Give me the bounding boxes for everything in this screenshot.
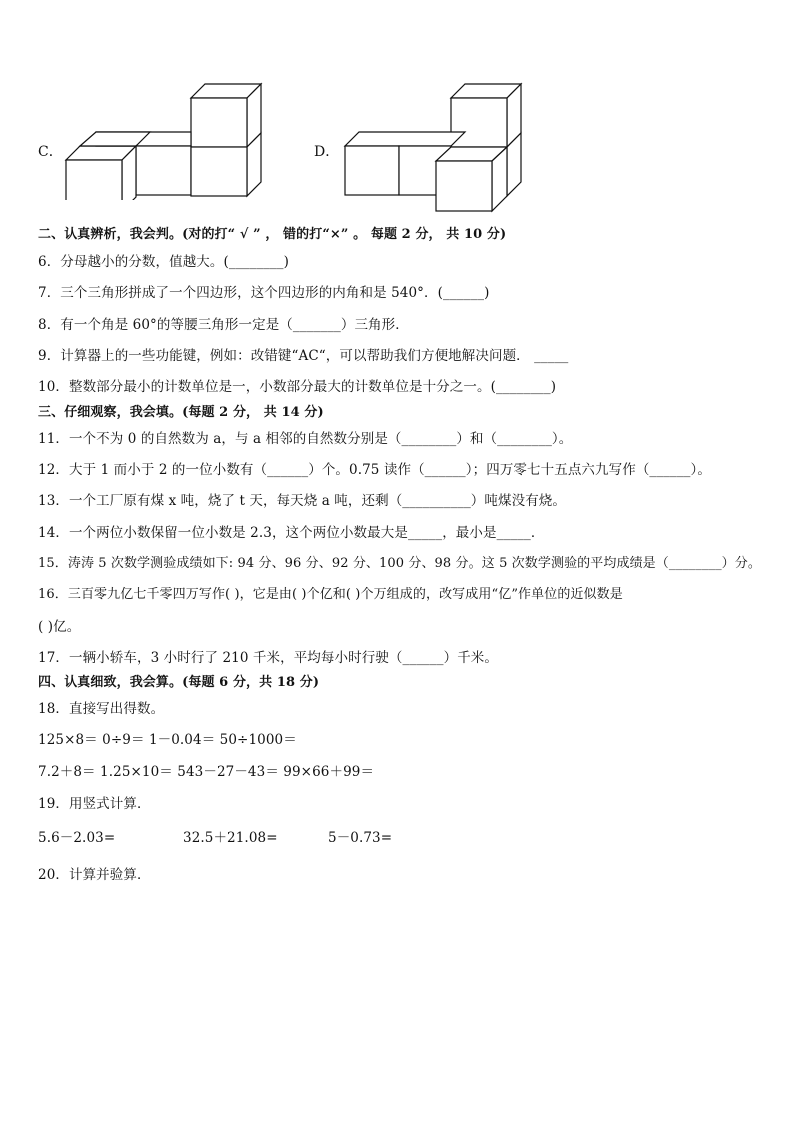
question-14: 14．一个两位小数保留一位小数是 2.3，这个两位小数最大是_____，最小是_____． xyxy=(38,525,545,541)
question-13: 13．一个工厂原有煤 x 吨，烧了 t 天，每天烧 a 吨，还剩（__________）吨煤没有烧。 xyxy=(38,493,567,509)
question-20: 20．计算并验算． xyxy=(38,867,151,883)
question-10: 10．整数部分最小的计数单位是一，小数部分最大的计数单位是十分之一。(________) xyxy=(38,379,557,395)
question-16-line-2: ( )亿。 xyxy=(38,619,81,635)
question-18-row-1: 125×8＝ 0÷9＝ 1－0.04＝ 50÷1000＝ xyxy=(38,732,297,748)
question-8: 8．有一个角是 60°的等腰三角形一定是（_______）三角形． xyxy=(38,317,409,333)
option-d-cube-figure xyxy=(340,80,530,215)
question-19: 19．用竖式计算． xyxy=(38,796,151,812)
question-12: 12．大于 1 而小于 2 的一位小数有（______）个。0.75 读作（______）；四万零七十五点六九写作（______）。 xyxy=(38,462,711,478)
question-18: 18．直接写出得数。 xyxy=(38,701,165,717)
question-9: 9．计算器上的一些功能键，例如：改错键“AC“，可以帮助我们方便地解决问题． _____ xyxy=(38,348,569,364)
section-2-heading: 二、认真辨析，我会判。(对的打“ √ ” ， 错的打“×” 。 每题 2 分， 共 10 分) xyxy=(38,227,507,242)
question-19-b: 32.5＋21.08= xyxy=(183,830,278,846)
option-d-label: D． xyxy=(314,144,340,160)
question-16-line-1: 16．三百零九亿七千零四万写作( )，它是由( )个亿和( )个万组成的，改写成用“亿”作单位的近似数是 xyxy=(38,587,623,602)
option-c-label: C． xyxy=(38,144,63,160)
question-19-a: 5.6－2.03= xyxy=(38,830,116,846)
option-c-cube-figure xyxy=(60,80,270,200)
section-3-heading: 三、仔细观察，我会填。(每题 2 分， 共 14 分) xyxy=(38,405,324,420)
question-19-c: 5－0.73= xyxy=(328,830,393,846)
question-6: 6．分母越小的分数，值越大。(________) xyxy=(38,254,290,270)
question-18-row-2: 7.2＋8＝ 1.25×10＝ 543－27－43＝ 99×66＋99＝ xyxy=(38,764,375,780)
question-15: 15．涛涛 5 次数学测验成绩如下: 94 分、96 分、92 分、100 分、98 分。这 5 次数学测验的平均成绩是（________）分。 xyxy=(38,556,761,571)
question-7: 7．三个三角形拼成了一个四边形，这个四边形的内角和是 540°．(______) xyxy=(38,285,490,301)
question-11: 11．一个不为 0 的自然数为 a，与 a 相邻的自然数分别是（________）和（________）。 xyxy=(38,431,573,447)
section-4-heading: 四、认真细致，我会算。(每题 6 分，共 18 分) xyxy=(38,675,320,690)
question-17: 17．一辆小轿车，3 小时行了 210 千米，平均每小时行驶（______）千米。 xyxy=(38,650,499,666)
